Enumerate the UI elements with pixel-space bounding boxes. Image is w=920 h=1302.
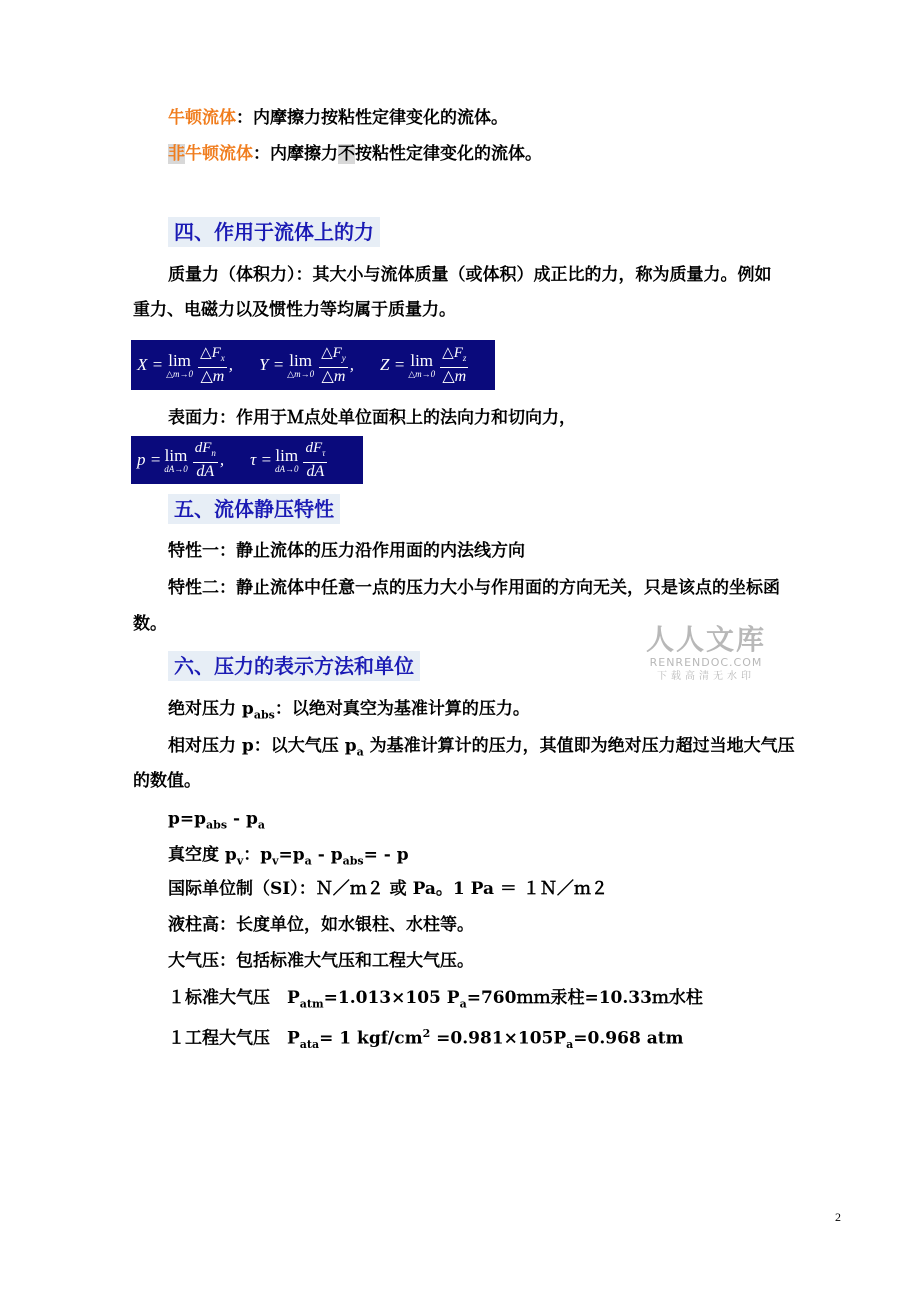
liquid-column: 液柱高：长度单位，如水银柱、水柱等。 (168, 915, 474, 935)
eq-a: p=p (168, 809, 207, 829)
lhs: X = (137, 355, 164, 374)
watermark (646, 624, 766, 684)
formula-item-z (380, 345, 470, 386)
eng-sub2: a (566, 1038, 574, 1052)
sep: ： (253, 144, 270, 164)
vac-a: 真空度 p (168, 845, 237, 865)
heading-section-6: 六、压力的表示方法和单位 (168, 651, 420, 681)
eng-sub1: ata (299, 1038, 320, 1052)
rel-b: 为基准计算计的压力，其值即为绝对压力超过当地大气压 (363, 736, 795, 756)
std-sub2: a (459, 997, 467, 1011)
lim-sub: dA→0 (274, 463, 299, 474)
property-2-line2: 数。 (133, 614, 167, 634)
heading-section-4: 四、作用于流体上的力 (168, 217, 380, 247)
eng-a: １工程大气压 P (168, 1028, 300, 1049)
standard-atmosphere (168, 987, 703, 1015)
fraction (319, 345, 348, 386)
desc: 内摩擦力按粘性定律变化的流体。 (253, 108, 508, 128)
std-b: =1.013×105 P (323, 988, 460, 1008)
numerator (319, 345, 348, 368)
def-newtonian-fluid (168, 107, 508, 129)
vac-b: ：p (243, 845, 273, 865)
rel-sub: a (356, 745, 364, 759)
num-sub: z (462, 352, 467, 363)
engineering-atmosphere (168, 1023, 684, 1056)
num-text: △F (442, 344, 463, 361)
heading-section-5: 五、流体静压特性 (168, 494, 340, 524)
vac-c: =p (278, 845, 305, 865)
desc-b: 按粘性定律变化的流体。 (355, 144, 542, 164)
vac-sub2: v (272, 854, 279, 868)
watermark-title: 人人文库 (646, 623, 767, 656)
relative-pressure-line1 (168, 735, 795, 763)
num-sub: y (341, 352, 346, 363)
page-number: 2 (835, 1210, 841, 1224)
lim (408, 352, 435, 379)
denominator: dA (196, 462, 215, 480)
lim-word: lim (164, 445, 188, 465)
term-fei: 非 (168, 144, 185, 164)
lim-sub: △m→0 (166, 368, 194, 379)
lim-word: lim (410, 350, 434, 370)
fraction (193, 440, 218, 481)
abs-b: ：以绝对真空为基准计算的压力。 (274, 699, 530, 719)
property-2-line1: 特性二：静止流体中任意一点的压力大小与作用面的方向无关，只是该点的坐标函 (168, 578, 780, 598)
num-sub: τ (322, 447, 326, 458)
property-1: 特性一：静止流体的压力沿作用面的内法线方向 (168, 541, 525, 561)
abs-a: 绝对压力 p (168, 699, 254, 719)
desc-a: 内摩擦力 (270, 144, 338, 164)
denominator: △m (442, 367, 467, 385)
mass-force-line2: 重力、电磁力以及惯性力等均属于质量力。 (133, 300, 456, 320)
num-sub: n (211, 447, 216, 458)
lim (275, 447, 299, 474)
vac-sub1: v (236, 854, 244, 868)
denominator: △m (200, 367, 225, 385)
lim-sub: △m→0 (408, 368, 436, 379)
lim-word: lim (168, 350, 191, 370)
fraction (303, 440, 327, 481)
abs-sub: abs (253, 708, 275, 722)
eng-sup: 2 (422, 1027, 431, 1040)
lhs: p = (137, 450, 162, 469)
num-sub: x (220, 352, 225, 363)
num-text: dF (194, 439, 212, 456)
formula-item-tau (250, 440, 329, 481)
lim-word: lim (289, 350, 312, 370)
tail: , (349, 355, 355, 374)
mass-force-line1: 质量力（体积力）：其大小与流体质量（或体积）成正比的力，称为质量力。例如 (168, 265, 772, 285)
eng-d: =0.968 atm (573, 1028, 684, 1049)
equation-p (168, 808, 265, 836)
lim-sub: dA→0 (164, 463, 188, 474)
vac-sub4: abs (342, 854, 364, 868)
vac-sub3: a (304, 854, 312, 868)
formula-mass-force (131, 340, 495, 390)
num-text: △F (200, 344, 221, 361)
denominator: △m (321, 367, 346, 385)
watermark-url: RENRENDOC.COM (649, 656, 763, 669)
num-text: △F (321, 344, 342, 361)
eq-sub2: a (257, 818, 265, 832)
std-a: １标准大气压 P (168, 988, 300, 1008)
vacuum-degree (168, 844, 409, 872)
numerator (440, 345, 468, 368)
eq-sub1: abs (206, 818, 228, 832)
num-text: dF (305, 439, 323, 456)
vac-d: - p (311, 845, 343, 865)
absolute-pressure (168, 698, 530, 726)
desc-not: 不 (338, 144, 355, 164)
rel-a: 相对压力 p：以大气压 p (168, 736, 357, 756)
vac-e: = - p (363, 845, 409, 865)
numerator (303, 440, 327, 463)
relative-pressure-line2: 的数值。 (133, 771, 201, 791)
watermark-slogan: 下载高清无水印 (657, 671, 755, 682)
sep: ： (236, 108, 253, 128)
lim (287, 352, 314, 379)
eq-b: - p (227, 809, 258, 829)
atmosphere: 大气压：包括标准大气压和工程大气压。 (168, 951, 474, 971)
term-non-newtonian: 牛顿流体 (185, 144, 253, 164)
fraction (198, 345, 227, 386)
si-unit: 国际单位制（SI）：Ｎ／ｍ２ 或 Pa。1 Pa ＝ １Ｎ／ｍ２ (168, 879, 608, 899)
lim-word: lim (275, 445, 299, 465)
numerator (193, 440, 218, 463)
formula-item-p (137, 440, 224, 481)
lim (166, 352, 193, 379)
formula-surface-force (131, 436, 363, 484)
term-newtonian: 牛顿流体 (168, 108, 236, 128)
tail: , (219, 450, 225, 469)
formula-item-x (137, 345, 233, 386)
fraction (440, 345, 468, 386)
def-non-newtonian-fluid (168, 143, 542, 165)
lhs: Z = (380, 355, 406, 374)
std-c: =760ｍｍ汞柱=10.33ｍ水柱 (466, 988, 703, 1008)
formula-item-y (259, 345, 354, 386)
numerator (198, 345, 227, 368)
tail: , (228, 355, 233, 374)
lhs: Y = (258, 355, 285, 374)
lim (164, 447, 188, 474)
surface-force: 表面力：作用于Ｍ点处单位面积上的法向力和切向力， (168, 408, 576, 428)
lhs: τ = (250, 450, 272, 469)
std-sub1: atm (299, 997, 324, 1011)
eng-b: = 1 kgf/cm (319, 1028, 423, 1049)
lim-sub: △m→0 (287, 368, 315, 379)
eng-c: =0.981×105P (430, 1028, 567, 1049)
denominator: dA (306, 462, 325, 480)
